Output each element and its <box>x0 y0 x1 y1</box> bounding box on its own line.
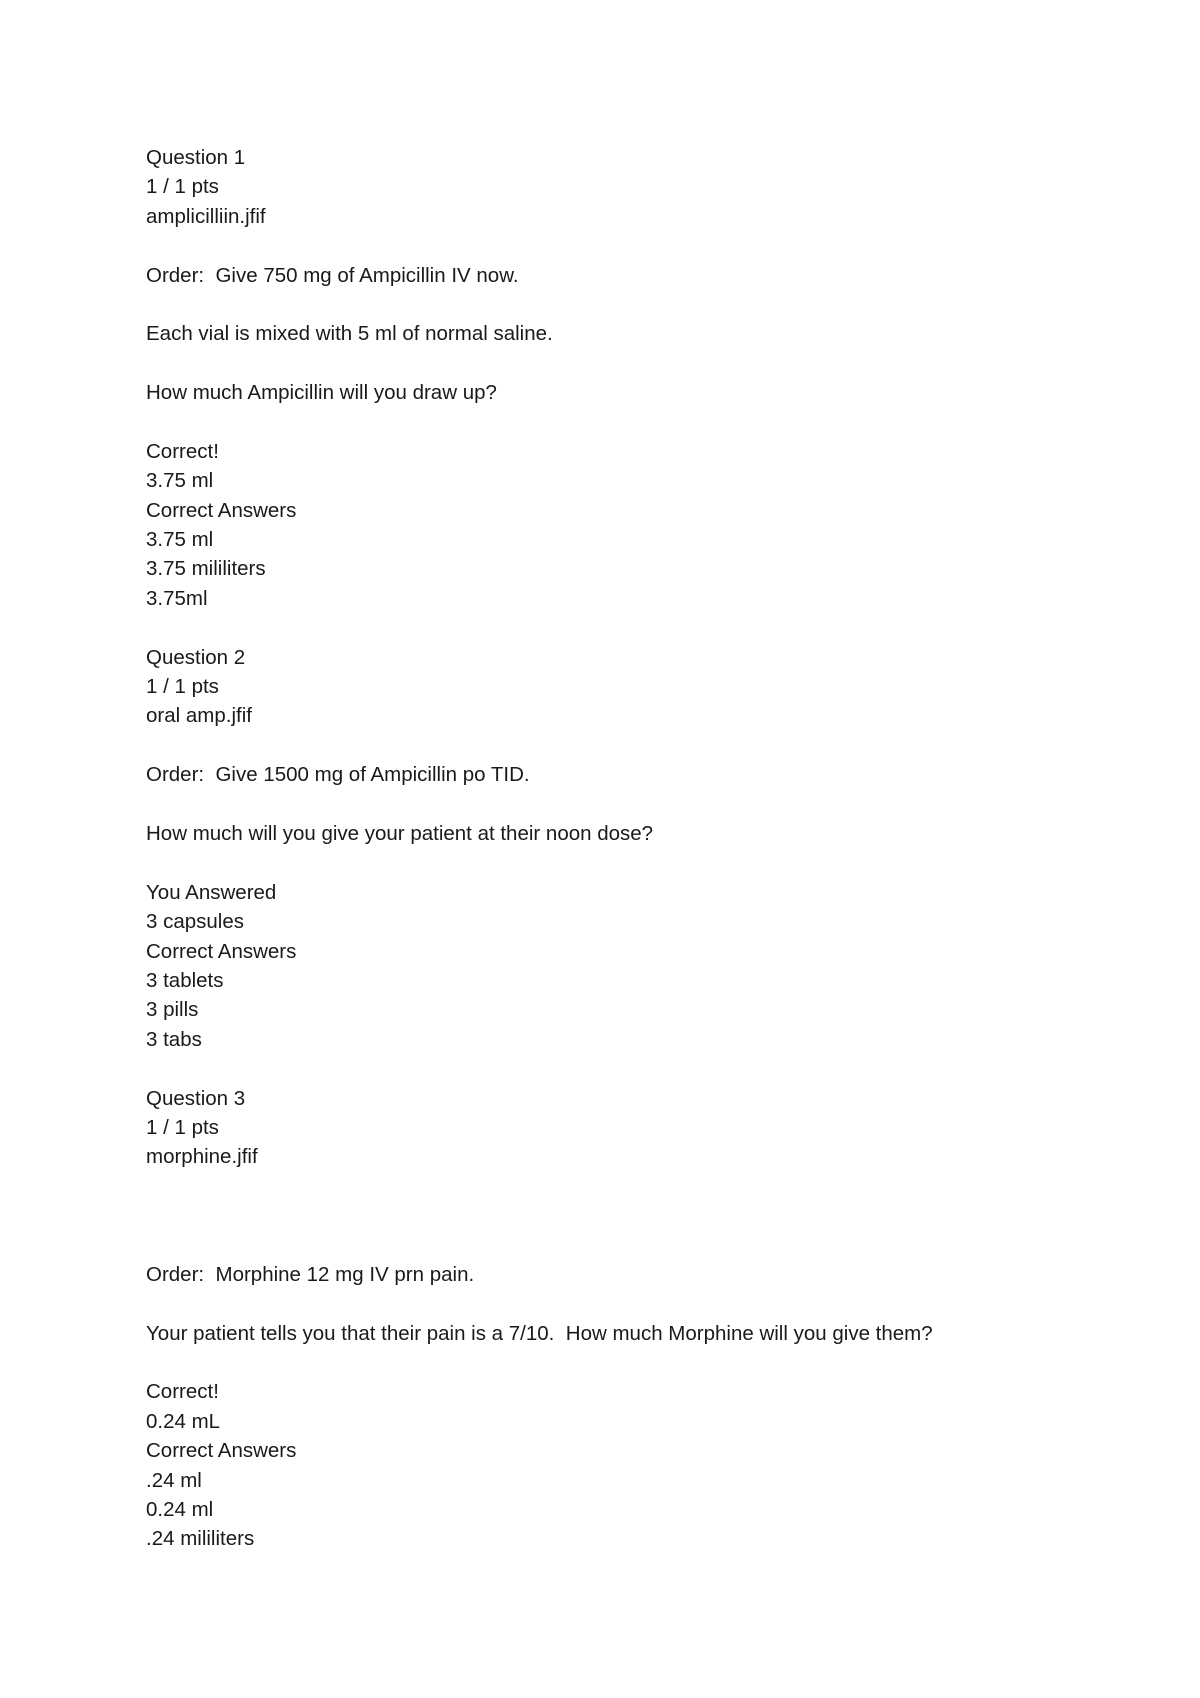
document-body <box>146 143 1146 1554</box>
correct-answers-label: Correct Answers <box>146 939 297 963</box>
question-3 <box>146 1084 1146 1554</box>
correct-answer: .24 ml <box>146 1468 202 1492</box>
correct-answer: 3 tablets <box>146 968 224 992</box>
spacer <box>146 349 1146 378</box>
given-answer: 3.75 ml <box>146 469 214 493</box>
question-points: 1 / 1 pts <box>146 1115 219 1139</box>
question-points: 1 / 1 pts <box>146 675 219 699</box>
question-heading: Question 1 <box>146 146 246 169</box>
question-points: 1 / 1 pts <box>146 175 219 199</box>
spacer <box>146 731 1146 760</box>
spacer <box>146 290 1146 319</box>
correct-answers-label: Correct Answers <box>146 1439 297 1463</box>
question-heading: Question 3 <box>146 1086 246 1110</box>
given-answer: 0.24 mL <box>146 1409 221 1433</box>
correct-answer: 3 pills <box>146 998 199 1022</box>
spacer <box>146 1172 1146 1260</box>
question-heading: Question 2 <box>146 645 246 669</box>
correct-answer: .24 mililiters <box>146 1527 255 1551</box>
correct-answer: 3.75 mililiters <box>146 557 266 581</box>
question-prompt: Your patient tells you that their pain is a 7/10. How much Morphine will you give them? <box>146 1321 933 1345</box>
correct-answers-label: Correct Answers <box>146 498 297 522</box>
image-filename: amplicilliin.jfif <box>146 204 266 228</box>
correct-answer: 3.75ml <box>146 586 208 610</box>
question-1 <box>146 143 1146 643</box>
question-prompt: How much will you give your patient at their noon dose? <box>146 821 654 845</box>
correct-answer: 3 tabs <box>146 1027 202 1051</box>
spacer <box>146 848 1146 877</box>
correct-answer: 3.75 ml <box>146 528 214 552</box>
correct-answer: 0.24 ml <box>146 1497 214 1521</box>
order-text: Order: Give 750 mg of Ampicillin IV now. <box>146 263 519 287</box>
answer-status: Correct! <box>146 439 219 463</box>
spacer <box>146 1348 1146 1377</box>
question-2 <box>146 643 1146 1084</box>
spacer <box>146 408 1146 437</box>
order-text: Order: Morphine 12 mg IV prn pain. <box>146 1262 475 1286</box>
info-text: Each vial is mixed with 5 ml of normal saline. <box>146 322 553 346</box>
spacer <box>146 231 1146 260</box>
given-answer: 3 capsules <box>146 910 245 934</box>
spacer <box>146 790 1146 819</box>
answer-status: Correct! <box>146 1380 219 1404</box>
spacer <box>146 1289 1146 1318</box>
image-filename: oral amp.jfif <box>146 704 252 728</box>
spacer <box>146 1054 1146 1083</box>
question-prompt: How much Ampicillin will you draw up? <box>146 381 497 405</box>
answer-status: You Answered <box>146 880 277 904</box>
spacer <box>146 613 1146 642</box>
image-filename: morphine.jfif <box>146 1145 258 1169</box>
order-text: Order: Give 1500 mg of Ampicillin po TID. <box>146 763 530 787</box>
